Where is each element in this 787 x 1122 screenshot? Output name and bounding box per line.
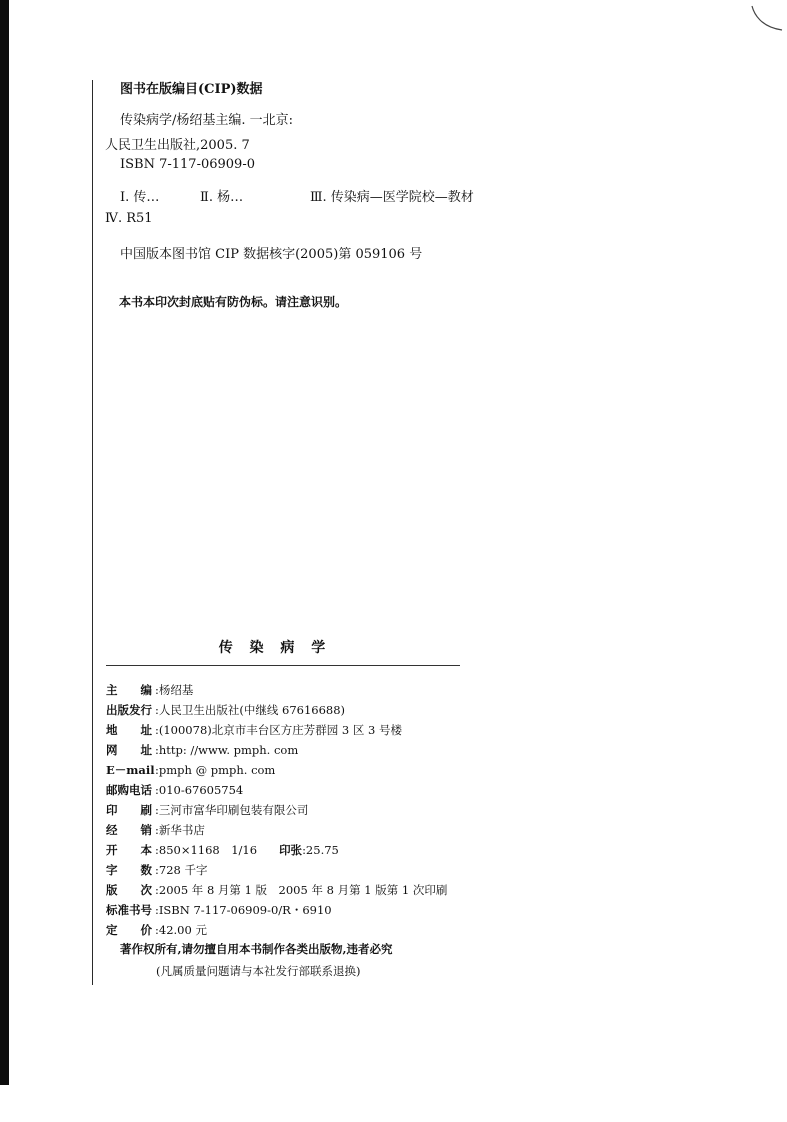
imprint-key: 字 数: [106, 863, 152, 877]
imprint-key: 印 刷: [106, 803, 152, 817]
book-title: 传 染 病 学: [218, 640, 332, 656]
imprint-value: :ISBN 7-117-06909-0/R・6910: [155, 903, 332, 917]
imprint-row-distributor: [106, 822, 205, 838]
cip-isbn: ISBN 7-117-06909-0: [120, 157, 255, 172]
imprint-key: 定 价: [106, 923, 152, 937]
imprint-row-isbn: [106, 902, 332, 918]
imprint-value: :http: //www. pmph. com: [155, 743, 299, 757]
imprint-value: :(100078)北京市丰台区方庄芳群园 3 区 3 号楼: [155, 723, 403, 737]
imprint-row-address: [106, 722, 402, 738]
cip-heading: 图书在版编目(CIP)数据: [120, 82, 263, 97]
cip-class-4: Ⅳ. R51: [105, 211, 153, 226]
imprint-row-price: [106, 922, 207, 938]
imprint-value: :三河市富华印刷包装有限公司: [155, 803, 309, 817]
imprint-row-editor: [106, 682, 193, 698]
imprint-row-website: [106, 742, 298, 758]
imprint-key: 主 编: [106, 683, 152, 697]
imprint-value: :728 千字: [155, 863, 208, 877]
imprint-key: 开 本: [106, 843, 152, 857]
imprint-key: E－mail: [106, 763, 155, 777]
cip-classification-row: [120, 186, 474, 205]
imprint-value: :2005 年 8 月第 1 版 2005 年 8 月第 1 版第 1 次印刷: [155, 883, 448, 897]
cip-class-3: Ⅲ. 传染病—医学院校—教材: [310, 190, 474, 205]
imprint-row-edition: [106, 882, 447, 898]
imprint-value: :850×1168 1/16: [155, 843, 258, 857]
imprint-value: :010-67605754: [155, 783, 244, 797]
cip-entry-line2: 人民卫生出版社,2005. 7: [105, 138, 250, 153]
cip-entry-line1: 传染病学/杨绍基主编. 一北京:: [120, 113, 294, 128]
imprint-key: 标准书号: [106, 903, 152, 917]
title-divider: [106, 665, 460, 666]
imprint-row-mail-order: [106, 782, 243, 798]
cip-class-1: Ⅰ. 传…: [120, 190, 160, 205]
scan-corner-mark: [748, 4, 787, 44]
imprint-row-email: [106, 762, 275, 778]
imprint-key: 印张: [279, 843, 303, 857]
imprint-key: 网 址: [106, 743, 152, 757]
imprint-value: :25.75: [302, 843, 339, 857]
imprint-row-publisher: [106, 702, 345, 718]
imprint-row-format: [106, 842, 339, 858]
imprint-value: :42.00 元: [155, 923, 207, 937]
imprint-value: :新华书店: [155, 823, 205, 837]
imprint-key: 邮购电话: [106, 783, 152, 797]
cip-number: 中国版本图书馆 CIP 数据核字(2005)第 059106 号: [120, 247, 423, 262]
cip-class-2: Ⅱ. 杨…: [200, 190, 244, 205]
imprint-row-printer: [106, 802, 308, 818]
imprint-row-word-count: [106, 862, 207, 878]
return-policy-note: (凡属质量问题请与本社发行部联系退换): [156, 964, 361, 978]
imprint-key: 出版发行: [106, 703, 152, 717]
scan-left-edge: [0, 0, 9, 1085]
imprint-key: 地 址: [106, 723, 152, 737]
imprint-key: 经 销: [106, 823, 152, 837]
copyright-notice: 著作权所有,请勿擅自用本书制作各类出版物,违者必究: [120, 942, 393, 956]
imprint-value: :人民卫生出版社(中继线 67616688): [155, 703, 346, 717]
imprint-value: :pmph @ pmph. com: [155, 763, 276, 777]
anti-counterfeit-notice: 本书本印次封底贴有防伪标。请注意识别。: [119, 295, 348, 309]
imprint-value: :杨绍基: [155, 683, 194, 697]
imprint-key: 版 次: [106, 883, 152, 897]
page-margin-rule: [92, 80, 93, 985]
